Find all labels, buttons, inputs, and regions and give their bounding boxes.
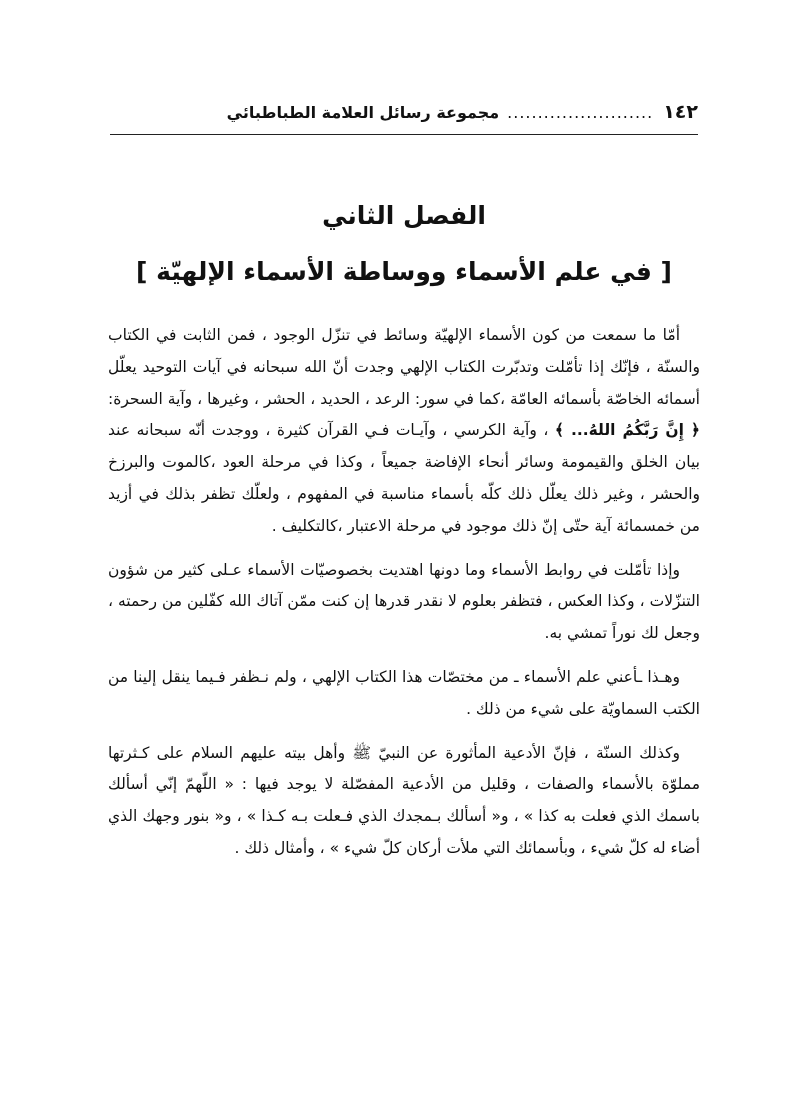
running-header xyxy=(110,94,698,130)
chapter-title: الفصل الثاني xyxy=(322,201,486,230)
paragraph-4: وكذلك السنّة ، فإنّ الأدعية المأثورة عن النبيّ ﷺ وأهل بيته عليهم السلام على كـثرتها مملوّة بالأسماء والصفات ، وقليل من الأدعية المفصّلة لا يوجد فيها : « اللّهمّ إنّي أسألك باسمك الذي فعلت به كذا » ، و« أسألك بـمجدك الذي فـعلت بـه كـذا » ، و« بنور وجهك الذي أضاء له كلّ شيء ، وبأسمائك التي ملأت أركان كلّ شيء » ، وأمثال ذلك . xyxy=(108,743,700,857)
header-leader-dots: ........................ xyxy=(507,102,654,122)
body-text xyxy=(108,320,700,877)
paragraph-1 xyxy=(108,320,700,543)
page-number: ١٤٢ xyxy=(663,101,698,123)
header-rule xyxy=(110,134,698,135)
chapter-subtitle: [ في علم الأسماء ووساطة الأسماء الإلهيّة ] xyxy=(136,257,672,286)
paragraph-2: وإذا تأمّلت في روابط الأسماء وما دونها اهتديت بخصوصيّات الأسماء عـلى كثير من شؤون التنزّلات ، وكذا العكس ، فتظفر بعلوم لا نقدر قدرها إن كنت ممّن آتاك الله كفّلين من رحمته ، وجعل لك نوراً تمشي به. xyxy=(108,560,700,643)
paragraph-3: وهـذا ـأعني علم الأسماء ـ من مختصّات هذا الكتاب الإلهي ، ولم نـظفر فـيما ينقل إلينا من الكتب السماويّة على شيء من ذلك . xyxy=(108,667,700,718)
quran-verse: ﴿ إِنَّ رَبَّكُمُ اللهُ... ﴾ xyxy=(554,421,700,440)
paragraph-1-continuation: ، وآية الكرسي ، وآيـات فـي القرآن كثيرة ، ووجدت أنّه سبحانه عند بيان الخلق والقيمومة وسائر أنحاء الإفاضة جميعاً ، وكذا في مرحلة العود ،كالموت والبرزخ والحشر ، وغير ذلك يعلّل ذلك كلّه بأسماء مناسبة في المفهوم ، ولعلّك تظفر بذلك في أزيد من خمسمائة آية حتّى إنّ ذلك موجود في مرحلة الاعتبار ،كالتكليف . xyxy=(108,421,700,535)
paragraph-1-text: أمّا ما سمعت من كون الأسماء الإلهيّة وسائط في تنزّل الوجود ، فمن الثابت في الكتاب والسنّة ، فإنّك إذا تأمّلت وتدبّرت الكتاب الإلهي وجدت أنّ الله سبحانه في آيات التوحيد يعلّل أسمائه الخاصّة بأسمائه العامّة ،كما في سور: الرعد ، الحديد ، الحشر ، وغيرها ، وآية السحرة: xyxy=(108,326,700,408)
book-title: مجموعة رسائل العلامة الطباطبائي xyxy=(226,102,500,122)
